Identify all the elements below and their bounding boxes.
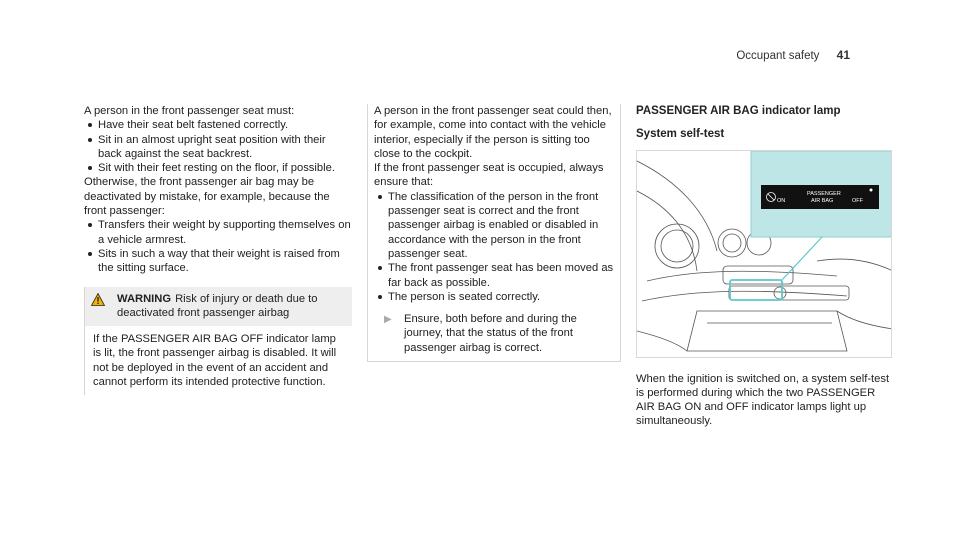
transfer-list: [84, 218, 352, 275]
section-title: Occupant safety: [736, 50, 820, 62]
play-arrow-icon: ▶: [384, 314, 392, 326]
list-item: Sits in such a way that their weight is raised from the sitting surface.: [84, 247, 352, 276]
section-heading: PASSENGER AIR BAG indicator lamp: [636, 105, 841, 117]
dashboard-illustration: [637, 151, 892, 358]
ensure-list: [374, 190, 614, 304]
must-list: [84, 118, 352, 175]
contact-paragraph: A person in the front passenger seat could then, for example, come into contact with the vehicle interior, especially if the person is sitting too close to the cockpit.: [374, 105, 612, 160]
continued-warning-box: [367, 104, 621, 362]
instruction-text: Ensure, both before and during the journey, that the status of the front passenger airbag is correct.: [404, 313, 577, 354]
instruction-step: [374, 312, 614, 355]
warning-head-text: Risk of injury or death due to deactivated front passenger airbag: [117, 292, 318, 319]
ensure-intro: If the front passenger seat is occupied, always ensure that:: [374, 162, 604, 189]
column-right: [622, 104, 892, 429]
list-item: Sit with their feet resting on the floor, if possible.: [84, 161, 352, 175]
running-header: [736, 48, 850, 63]
page-number: 41: [836, 48, 850, 62]
figure-caption: When the ignition is switched on, a system self-test is performed during which the two PASSENGER AIR BAG ON and OFF indicator lamps light up simultaneously.: [636, 372, 890, 428]
warning-title: WARNING: [117, 292, 172, 305]
list-item: The front passenger seat has been moved as far back as possible.: [374, 261, 614, 290]
list-item: The classification of the person in the front passenger seat is correct and the front passenger airbag is enabled or disabled in accordance with the person in the front passenger seat.: [374, 190, 614, 261]
list-item: The person is seated correctly.: [374, 290, 614, 304]
subsection-heading: System self-test: [636, 128, 725, 141]
warning-box: [84, 287, 352, 396]
list-item: Have their seat belt fastened correctly.: [84, 118, 352, 132]
dashboard-figure: [636, 150, 892, 358]
lamp-on-label: ON: [777, 197, 786, 204]
column-left: [84, 104, 352, 395]
warning-triangle-icon: [91, 292, 117, 321]
list-item: Transfers their weight by supporting themselves on a vehicle armrest.: [84, 218, 352, 247]
intro-text: A person in the front passenger seat must:: [84, 105, 295, 117]
otherwise-text: Otherwise, the front passenger air bag may be deactivated by mistake, for example, because the front passenger:: [84, 176, 330, 218]
warning-body: If the PASSENGER AIR BAG OFF indicator lamp is lit, the front passenger airbag is disabled. It will not be deployed in the event of an accident and cannot perform its intended protective function.: [93, 333, 337, 389]
lamp-passenger-label: PASSENGER: [807, 190, 841, 197]
list-item: Sit in an almost upright seat position with their back against the seat backrest.: [84, 133, 352, 162]
lamp-airbag-label: AIR BAG: [811, 197, 834, 204]
column-middle: [367, 104, 621, 362]
lamp-off-label: OFF: [852, 197, 863, 204]
warning-header: [85, 287, 352, 327]
